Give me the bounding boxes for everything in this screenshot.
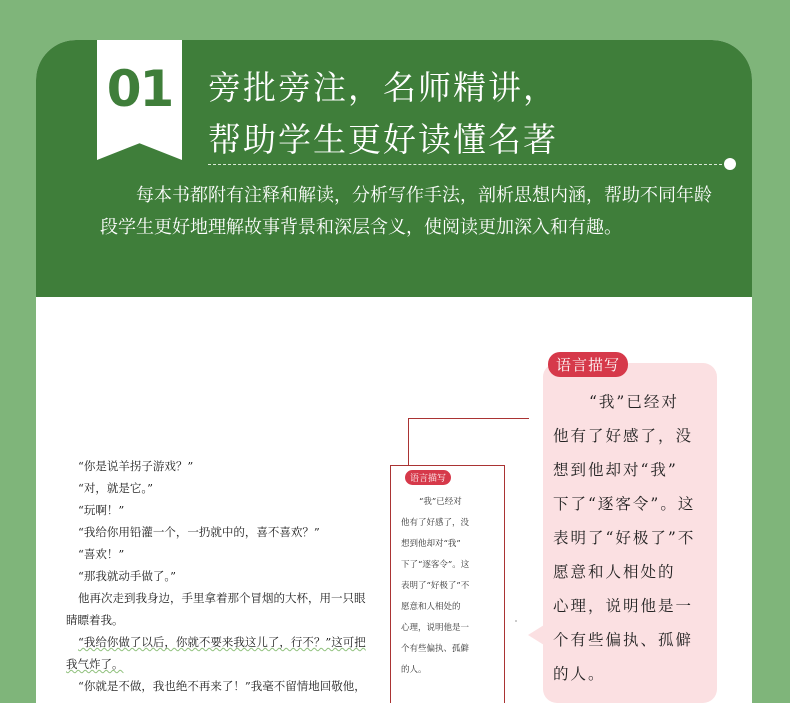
book-line: “那我就动手做了。” [78, 569, 177, 583]
connector-line [408, 418, 409, 465]
book-line: “玩啊！” [78, 503, 125, 517]
annotation-line: 表明了“好极了”不 [401, 581, 470, 591]
book-line-highlighted: “我给你做了以后，你就不要来我这儿了，行不？”这可把 [78, 635, 366, 649]
annotation-line: 他有了好感了，没 [401, 518, 470, 528]
annotation-line: 心理，说明他是一 [553, 597, 694, 615]
annotation-line: “我”已经对 [419, 497, 462, 507]
divider [208, 164, 722, 165]
feature-header [36, 40, 752, 297]
annotation-line: 表明了“好极了”不 [553, 529, 696, 547]
large-annotation-text [553, 385, 711, 691]
large-annotation-tag: 语言描写 [548, 352, 628, 377]
book-line: “你是说羊拐子游戏？” [78, 459, 194, 473]
annotation-line: 想到他却对“我” [401, 539, 461, 549]
annotation-line: 下了“逐客令”。这 [553, 495, 696, 513]
annotation-line: 个有些偏执、孤僻 [553, 631, 694, 649]
book-line: “对，就是它。” [78, 481, 154, 495]
feature-description: 每本书都附有注释和解读，分析写作手法，剖析思想内涵，帮助不同年龄段学生更好地理解故事背景和深层含义，使阅读更加深入和有趣。 [100, 185, 712, 238]
annotation-line: 他有了好感了，没 [553, 427, 694, 445]
book-line: 睛瞟着我。 [66, 613, 124, 627]
annotation-line: 的人。 [401, 665, 427, 675]
divider-dot [724, 158, 736, 170]
annotation-line: 心理，说明他是一 [401, 623, 470, 633]
book-line: “你就是不做，我也绝不再来了！”我毫不留情地回敬他， [78, 679, 366, 693]
annotation-line: 愿意和人相处的 [553, 563, 676, 581]
feature-title-line2: 帮助学生更好读懂名著 [208, 120, 558, 159]
small-annotation-tag: 语言描写 [405, 470, 451, 485]
book-line: 他再次走到我身边，手里拿着那个冒烟的大杯，用一只眼 [78, 591, 366, 605]
connector-line [408, 418, 529, 419]
small-annotation-text [401, 492, 501, 681]
annotation-line: “我”已经对 [589, 393, 679, 411]
feature-number: 01 [106, 60, 173, 118]
dot-mark [515, 620, 517, 622]
annotation-line: 下了“逐客令”。这 [401, 560, 470, 570]
book-line: “喜欢！” [78, 547, 125, 561]
annotation-line: 个有些偏执、孤僻 [401, 644, 470, 654]
feature-title-line1: 旁批旁注，名师精讲， [208, 68, 558, 107]
book-line-highlighted: 我气炸了。 [66, 657, 124, 671]
book-page-text [66, 455, 396, 697]
callout-pointer [528, 625, 544, 645]
annotation-line: 想到他却对“我” [553, 461, 678, 479]
annotation-line: 的人。 [553, 665, 606, 683]
annotation-line: 愿意和人相处的 [401, 602, 461, 612]
book-line: “我给你用铅灌一个，一扔就中的，喜不喜欢？” [78, 525, 320, 539]
